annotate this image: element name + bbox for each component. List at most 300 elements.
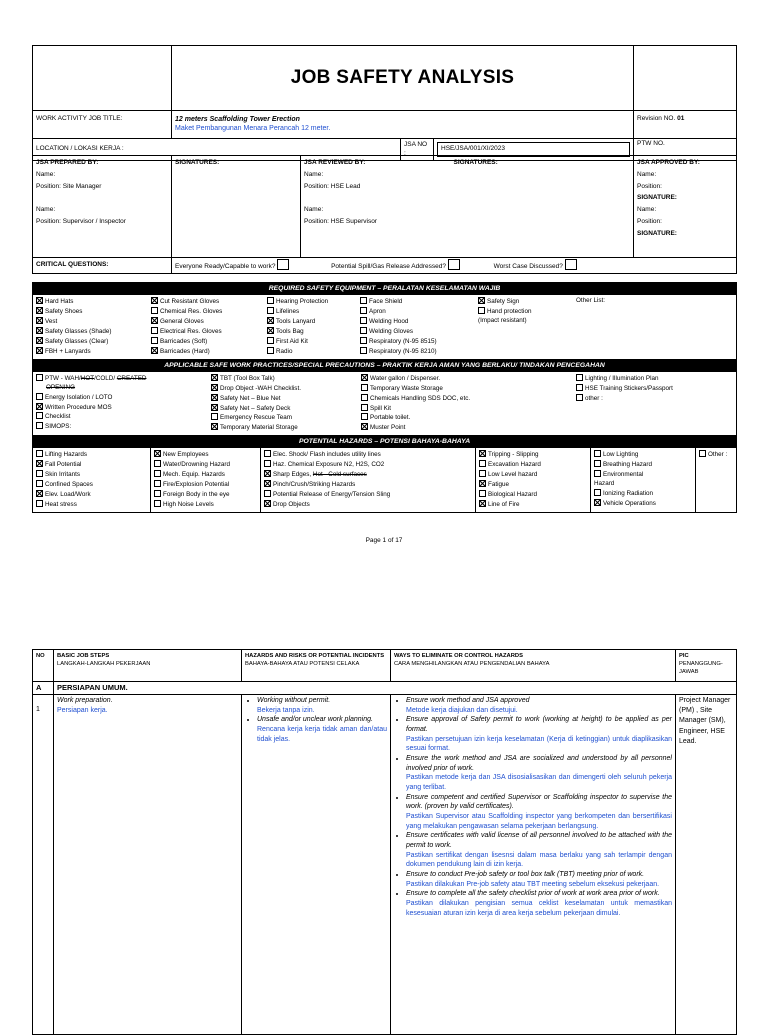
checklist-label: Portable toilet. — [370, 414, 411, 422]
hazards-col3b — [264, 480, 472, 510]
checkbox[interactable] — [360, 327, 367, 334]
checklist-item — [36, 422, 211, 432]
bullet-item — [406, 831, 672, 870]
practices-col1 — [36, 374, 211, 433]
bullet-text-id: Rencana kerja kerja tidak aman dan/atau tidak jelas. — [257, 726, 387, 743]
checklist-item — [576, 394, 673, 404]
hazards-col2 — [151, 448, 261, 512]
checklist-item — [360, 347, 478, 357]
hazards-col3a — [264, 450, 472, 470]
checklist-item — [594, 489, 692, 499]
checkbox[interactable] — [264, 460, 271, 467]
col-steps-header: BASIC JOB STEPS LANGKAH-LANGKAH PEKERJAAN — [54, 650, 242, 682]
checkbox[interactable] — [479, 490, 486, 497]
checklist-item — [151, 297, 267, 307]
approved-by-cell — [634, 156, 737, 258]
checklist-item — [211, 423, 361, 433]
checklist-label: Chemicals Handling SDS DOC, etc. — [370, 394, 471, 402]
checklist-label: Apron — [369, 308, 386, 316]
checkbox[interactable] — [576, 374, 583, 381]
checklist-item — [479, 480, 587, 490]
checked-checkbox[interactable] — [361, 423, 368, 430]
step-cell: Work preparation. Persiapan kerja. — [54, 695, 242, 1035]
approved-position-2: Position: — [637, 217, 662, 225]
checkbox[interactable] — [594, 489, 601, 496]
checklist-item — [36, 327, 151, 337]
checklist-item — [478, 307, 576, 317]
work-activity-label: WORK ACTIVITY JOB TITLE: — [33, 111, 172, 139]
practices-col2 — [211, 374, 361, 433]
checkbox[interactable] — [361, 413, 368, 420]
bullet-item — [406, 754, 672, 793]
checked-checkbox[interactable] — [36, 490, 43, 497]
checklist-item — [36, 307, 151, 317]
ppe-col1 — [36, 297, 151, 356]
checklist-label: Checklist — [45, 413, 71, 421]
checklist-item — [36, 297, 151, 307]
ppe-bar: REQUIRED SAFETY EQUIPMENT – PERALATAN KESELAMATAN WAJIB — [33, 283, 737, 295]
bullet-text-en: • Ensure approval of Safety permit to work (working at height) to be applied as per format. — [406, 716, 672, 734]
checklist-item — [361, 384, 576, 394]
checklist-item — [361, 423, 576, 433]
critical-q3-box[interactable] — [565, 259, 577, 270]
pic-cell: Project Manager (PM) , Site Manager (SM), Engineer, HSE Lead. — [676, 695, 737, 1035]
prepared-by-label: JSA PREPARED BY: — [36, 159, 99, 166]
checked-checkbox[interactable] — [594, 499, 601, 506]
checkbox[interactable] — [576, 394, 583, 401]
section-title: PERSIAPAN UMUM. — [54, 682, 737, 695]
location-label: LOCATION / LOKASI KERJA : — [33, 139, 401, 161]
ppe-col4 — [360, 297, 478, 356]
hazards-bar: POTENTIAL HAZARDS – POTENSI BAHAYA-BAHAYA — [33, 436, 737, 448]
bullet-item — [257, 715, 387, 744]
approved-name-1: Name: — [637, 170, 657, 178]
checkbox[interactable] — [151, 307, 158, 314]
checklist-item — [154, 480, 257, 490]
checklist-item — [154, 490, 257, 500]
critical-questions-label: CRITICAL QUESTIONS: — [33, 258, 172, 274]
checkbox[interactable] — [151, 327, 158, 334]
col-no-header: NO — [33, 650, 54, 682]
checkbox[interactable] — [154, 490, 161, 497]
bullet-text-en: • Ensure work method and JSA approved — [406, 697, 530, 705]
ppe-section — [33, 295, 737, 359]
checklist-item — [267, 317, 360, 327]
checklist-item — [479, 450, 587, 460]
checked-checkbox[interactable] — [211, 404, 218, 411]
controls-cell — [391, 695, 676, 1035]
hazard-sharp-edges: Sharp Edges, Hot - Cold surfaces — [264, 470, 472, 480]
revision-cell — [634, 111, 737, 139]
checkbox[interactable] — [36, 412, 43, 419]
checklist-item — [594, 460, 692, 470]
checked-checkbox[interactable] — [36, 317, 43, 324]
checkbox[interactable] — [154, 460, 161, 467]
checklist-item — [360, 337, 478, 347]
checklist-item — [360, 307, 478, 317]
reviewed-position-2: Position: HSE Supervisor — [304, 217, 377, 225]
checklist-label: Lighting / Illumination Plan — [585, 374, 659, 382]
checklist-label: Energy Isolation / LOTO — [45, 393, 113, 401]
checked-checkbox[interactable] — [267, 327, 274, 334]
checkbox[interactable] — [361, 394, 368, 401]
checklist-label: Heat stress — [45, 500, 77, 508]
checklist-item — [36, 500, 147, 510]
checkbox[interactable] — [361, 384, 368, 391]
checklist-label: Safety Sign — [487, 298, 520, 306]
checklist-label: Breathing Hazard — [603, 461, 653, 469]
checklist-label: Haz. Chemical Exposure N2, H2S, CO2 — [273, 461, 385, 469]
critical-questions-row — [172, 258, 737, 274]
checkbox[interactable] — [36, 450, 43, 457]
checklist-item — [36, 317, 151, 327]
checked-checkbox[interactable] — [36, 337, 43, 344]
checked-checkbox[interactable] — [479, 480, 486, 487]
hazards-list — [245, 696, 387, 744]
checked-checkbox[interactable] — [36, 460, 43, 467]
checkbox[interactable] — [361, 404, 368, 411]
checklist-item — [576, 374, 673, 384]
checkbox[interactable] — [211, 413, 218, 420]
checklist-item — [36, 450, 147, 460]
checklist-label: TBT (Tool Box Talk) — [220, 374, 275, 382]
ppe-other: Other List: — [576, 297, 606, 305]
checklist-item — [211, 394, 361, 404]
checklist-item — [264, 480, 472, 490]
ppe-col5 — [478, 297, 576, 356]
checklist-item — [211, 384, 361, 394]
checklist-label: Fire/Explosion Potential — [163, 481, 230, 489]
checked-checkbox[interactable] — [151, 347, 158, 354]
hazards-other: Other : — [696, 448, 730, 511]
checkbox[interactable] — [479, 470, 486, 477]
checkbox[interactable] — [699, 450, 706, 457]
work-activity-id: Maket Pembangunan Menara Perancah 12 meter. — [175, 125, 331, 133]
checked-checkbox[interactable] — [211, 374, 218, 381]
checkbox[interactable] — [267, 347, 274, 354]
checkbox[interactable] — [479, 460, 486, 467]
bullet-text-id: Pastikan Supervisor atau Scaffolding inspector yang berkompeten dan bersertifikasi yang melakukan pengawasan selama pekerjaan berlangsung. — [406, 813, 672, 830]
checklist-label: other : — [585, 394, 603, 402]
ppe-col5-list — [478, 297, 576, 317]
ptw-label: PTW NO. — [634, 139, 737, 161]
col-pic-header: PIC PENANGGUNG-JAWAB — [676, 650, 737, 682]
checkbox[interactable] — [360, 297, 367, 304]
checklist-label: Lifelines — [276, 308, 300, 316]
bullet-item — [257, 696, 387, 715]
checked-checkbox[interactable] — [36, 297, 43, 304]
checklist-item — [264, 450, 472, 460]
bullet-item — [406, 793, 672, 832]
checklist-item — [360, 317, 478, 327]
checkbox[interactable] — [360, 317, 367, 324]
checkbox[interactable] — [478, 307, 485, 314]
prepared-position-1: Position: Site Manager — [36, 182, 102, 190]
checklist-label: Mech. Equip. Hazards — [163, 471, 225, 479]
critical-q2-box[interactable] — [448, 259, 460, 270]
jsa-no-label: JSA NO : — [401, 139, 434, 161]
revision-value: 01 — [677, 115, 685, 122]
checklist-item — [594, 450, 692, 460]
checklist-item — [36, 480, 147, 490]
checkbox[interactable] — [36, 500, 43, 507]
checklist-label: Safety Glasses (Shade) — [45, 327, 112, 335]
checklist-label: Biological Hazard — [488, 491, 538, 499]
page-number: Page 1 of 17 — [365, 537, 403, 544]
checklist-label: General Gloves — [160, 317, 204, 325]
checklist-label: Low Level hazard — [488, 471, 538, 479]
col-hazards-header: HAZARDS AND RISKS OR POTENTIAL INCIDENTS BAHAYA-BAHAYA ATAU POTENSI CELAKA — [242, 650, 391, 682]
checklist-label: Safety Net – Safety Deck — [220, 404, 291, 412]
checklist-label: Safety Net – Blue Net — [220, 394, 281, 402]
ppe-col2 — [151, 297, 267, 356]
checkbox[interactable] — [360, 307, 367, 314]
checklist-item — [211, 413, 361, 423]
checked-checkbox[interactable] — [151, 317, 158, 324]
checklist-label: Written Procedure MOS — [45, 403, 112, 411]
checked-checkbox[interactable] — [267, 317, 274, 324]
checkbox[interactable] — [154, 500, 161, 507]
checklist-item — [36, 460, 147, 470]
checkbox[interactable] — [36, 470, 43, 477]
checked-checkbox[interactable] — [36, 403, 43, 410]
work-activity-en: 12 meters Scaffolding Tower Erection — [175, 116, 300, 123]
checkbox[interactable] — [267, 337, 274, 344]
checklist-item — [151, 317, 267, 327]
checkbox[interactable] — [594, 450, 601, 457]
checklist-item — [264, 490, 472, 500]
checklist-item — [151, 337, 267, 347]
checklist-label: Vehicle Operations — [603, 499, 656, 507]
practices-col3 — [361, 374, 576, 433]
practices-col4 — [576, 374, 673, 433]
checklist-label: Tripping - Slipping — [488, 451, 539, 459]
checked-checkbox[interactable] — [264, 500, 271, 507]
checkbox[interactable] — [264, 450, 271, 457]
checklist-label: Vest — [45, 317, 58, 325]
checked-checkbox[interactable] — [211, 423, 218, 430]
checklist-label: Water gallon / Dispenser. — [370, 374, 441, 382]
checklist-label: Pinch/Crush/Striking Hazards — [273, 481, 356, 489]
ppe-col3 — [267, 297, 360, 356]
prepared-name-1: Name: — [36, 170, 56, 178]
checkbox[interactable] — [360, 337, 367, 344]
checklist-item — [211, 374, 361, 384]
checklist-item — [154, 470, 257, 480]
checkbox[interactable] — [36, 374, 43, 381]
controls-list — [394, 696, 672, 918]
checkbox[interactable] — [360, 347, 367, 354]
checklist-item — [36, 337, 151, 347]
checklist-label: High Noise Levels — [163, 500, 214, 508]
hazards-col5 — [591, 448, 696, 511]
checklist-item — [264, 460, 472, 470]
bullet-text-en: • Ensure to complete all the safety checklist prior of work at work area prior of work. — [406, 890, 660, 898]
hazards-col4 — [476, 448, 591, 511]
checklist-item — [594, 499, 692, 509]
approved-name-2: Name: — [637, 206, 657, 214]
checklist-item — [478, 297, 576, 307]
bullet-text-en: • Ensure the work method and JSA are socialized and understood by all personnel involved prior of work. — [406, 755, 672, 772]
section-letter: A — [33, 682, 54, 695]
approved-signature-2: SIGNATURE: — [637, 229, 677, 237]
checklist-label: Temporary Waste Storage — [370, 384, 443, 392]
checklist-item — [361, 394, 576, 404]
reviewed-by-cell — [301, 156, 451, 258]
practices-bar: APPLICABLE SAFE WORK PRACTICES/SPECIAL PRECAUTIONS – PRAKTIK KERJA AMAN YANG BERLAKU/ TINDAKAN PENCEGAHAN — [33, 359, 737, 371]
checklist-label: Hard Hats — [45, 298, 74, 306]
checkbox[interactable] — [264, 470, 271, 477]
revision-label: Revision NO. — [637, 115, 678, 122]
checked-checkbox[interactable] — [479, 500, 486, 507]
prepared-position-2: Position: Supervisor / Inspector — [36, 217, 126, 225]
checklist-item — [36, 403, 211, 413]
checklist-label: Muster Point — [370, 424, 406, 432]
practice-ptw: PTW - WAH/HOT/COLD/ CREATED — [36, 374, 211, 384]
bullet-text-id: Pastikan dilakukan Pre-job safety atau TBT meeting sebelum eksekusi pekerjaan. — [406, 880, 660, 888]
checklist-label: Elev. Load/Work — [45, 491, 91, 499]
bullet-text-id: Pastikan metode kerja dan JSA disosialisasikan dan dimengerti oleh seluruh pekerja yang terlibat. — [406, 774, 672, 792]
checklist-item — [361, 404, 576, 414]
signoff-table — [32, 155, 737, 274]
checklist-item — [151, 327, 267, 337]
bullet-text-en: • Ensure to conduct Pre-job safety or tool box talk (TBT) meeting prior of work. — [406, 870, 645, 878]
checklist-label: Hearing Protection — [276, 298, 329, 306]
checked-checkbox[interactable] — [36, 307, 43, 314]
checklist-label: Tools Bag — [276, 327, 304, 335]
checklist-label: First Aid Kit — [276, 337, 308, 345]
critical-q1: Everyone Ready/Capable to work? — [175, 263, 276, 270]
prepared-name-2: Name: — [36, 206, 56, 214]
checkbox[interactable] — [576, 384, 583, 391]
hazards-col1 — [33, 448, 151, 512]
checklist-label: Cut Resistant Gloves — [160, 298, 220, 306]
checklist-label: FBH + Lanyards — [45, 347, 91, 355]
checklist-label: Welding Hood — [369, 317, 409, 325]
approved-signature-1: SIGNATURE: — [637, 194, 677, 202]
approved-position-1: Position: — [637, 182, 662, 190]
work-activity-value — [172, 111, 634, 139]
checklist-label: Low Lighting — [603, 451, 639, 459]
checked-checkbox[interactable] — [264, 480, 271, 487]
checked-checkbox[interactable] — [36, 327, 43, 334]
reviewed-signatures-label: SIGNATURES: — [451, 156, 634, 258]
checkbox[interactable] — [154, 470, 161, 477]
critical-q2: Potential Spill/Gas Release Addressed? — [331, 263, 446, 270]
checklist-label: Fatigue — [488, 481, 510, 489]
checklist-label: Respiratory (N-95 8210) — [369, 347, 437, 355]
checklist-item — [36, 412, 211, 422]
checklist-label: Drop Object -WAH Checklist. — [220, 384, 301, 392]
checked-checkbox[interactable] — [151, 297, 158, 304]
checklist-label: Barricades (Soft) — [160, 337, 208, 345]
checklist-label: Drop Objects — [273, 500, 310, 508]
checkbox[interactable] — [267, 297, 274, 304]
bullet-text-id: Pastikan persetujuan izin kerja keselamatan (Kerja di ketinggian) untuk diaplikasikan sesuai format. — [406, 735, 672, 753]
checklist-item — [479, 500, 587, 510]
bullet-text-en: • Ensure certificates with valid license of all personnel involved to be attached with the permit to work. — [406, 832, 672, 849]
checklist-label: Excavation Hazard — [488, 461, 541, 469]
checklist-item — [36, 490, 147, 500]
bullet-text-id: Bekerja tanpa izin. — [257, 706, 315, 714]
checked-checkbox[interactable] — [211, 394, 218, 401]
checklist-label: Welding Gloves — [369, 327, 413, 335]
checked-checkbox[interactable] — [361, 374, 368, 381]
jsa-header-table — [32, 45, 737, 161]
checklist-item — [267, 297, 360, 307]
checked-checkbox[interactable] — [36, 347, 43, 354]
critical-q3: Worst Case Discussed? — [493, 263, 563, 270]
approved-by-label: JSA APPROVED BY: — [637, 159, 700, 166]
prepared-by-cell — [33, 156, 172, 258]
checklist-item — [267, 337, 360, 347]
hazards-col5b — [594, 489, 692, 509]
jsa-no-box: HSE/JSA/001/XI/2023 — [437, 142, 630, 157]
bullet-text-id: Pastikan dilakukan pengisian semua ceklist keselamatan untuk memastikan kesesuaian aturan izin kerja di area kerja sebelum pekerjaan dimulai. — [406, 899, 672, 917]
bullet-text-en: • Working without permit. — [257, 697, 331, 705]
checked-checkbox[interactable] — [479, 450, 486, 457]
checkbox[interactable] — [36, 480, 43, 487]
checklist-item — [361, 374, 576, 384]
hazards-col45 — [476, 448, 737, 512]
checklist-item — [36, 393, 211, 403]
bullet-item — [406, 715, 672, 754]
hazard-environmental-2: Hazard — [594, 480, 615, 488]
checklist-label: Temporary Material Storage — [220, 424, 298, 432]
bullet-item — [406, 870, 672, 889]
checklist-label: Radio — [276, 347, 293, 355]
reviewed-name-1: Name: — [304, 170, 324, 178]
checkbox[interactable] — [267, 307, 274, 314]
checkbox[interactable] — [36, 422, 43, 429]
checkbox[interactable] — [594, 460, 601, 467]
checklist-label: Safety Shoes — [45, 308, 83, 316]
checkbox[interactable] — [36, 393, 43, 400]
critical-q1-box[interactable] — [277, 259, 289, 270]
checklist-label: Lifting Hazards — [45, 451, 87, 459]
checklist-item — [211, 404, 361, 414]
checklist-item — [264, 500, 472, 510]
checkbox[interactable] — [154, 480, 161, 487]
bullet-text-en: • Ensure competent and certified Supervisor or Scaffolding inspector to supervise the work. (proven by valid certificates). — [406, 793, 672, 811]
checked-checkbox[interactable] — [478, 297, 485, 304]
checklist-label: New Employees — [163, 451, 209, 459]
hazard-environmental: Environmental — [594, 470, 692, 480]
reviewed-position-1: Position: HSE Lead — [304, 182, 361, 190]
checklist-label: Elec. Shock/ Flash includes utility lines — [273, 451, 381, 459]
checkbox[interactable] — [151, 337, 158, 344]
checked-checkbox[interactable] — [154, 450, 161, 457]
checklist-item — [151, 307, 267, 317]
checklist-item — [36, 347, 151, 357]
checked-checkbox[interactable] — [211, 384, 218, 391]
checkbox[interactable] — [594, 470, 601, 477]
checklist-item — [267, 347, 360, 357]
checklist-label: HSE Training Stickers/Passport — [585, 384, 673, 392]
bullet-item — [406, 696, 672, 715]
document-title: JOB SAFETY ANALYSIS — [172, 46, 634, 111]
checklist-item — [36, 470, 147, 480]
checklist-label: Potential Release of Energy/Tension Sling — [273, 491, 391, 499]
checklist-table — [32, 282, 737, 513]
checklist-item — [576, 384, 673, 394]
checklist-item — [361, 413, 576, 423]
checkbox[interactable] — [264, 490, 271, 497]
checklist-label: Ionizing Radiation — [603, 490, 654, 498]
checklist-label: Hand protection — [487, 308, 532, 316]
bullet-text-en: • Unsafe and/or unclear work planning. — [257, 716, 373, 724]
bullet-text-id: Pastikan sertifikat dengan lisesnsi dalam masa berlaku yang sah terlampir dengan dokumen pendukung lain di izin kerja. — [406, 851, 672, 869]
